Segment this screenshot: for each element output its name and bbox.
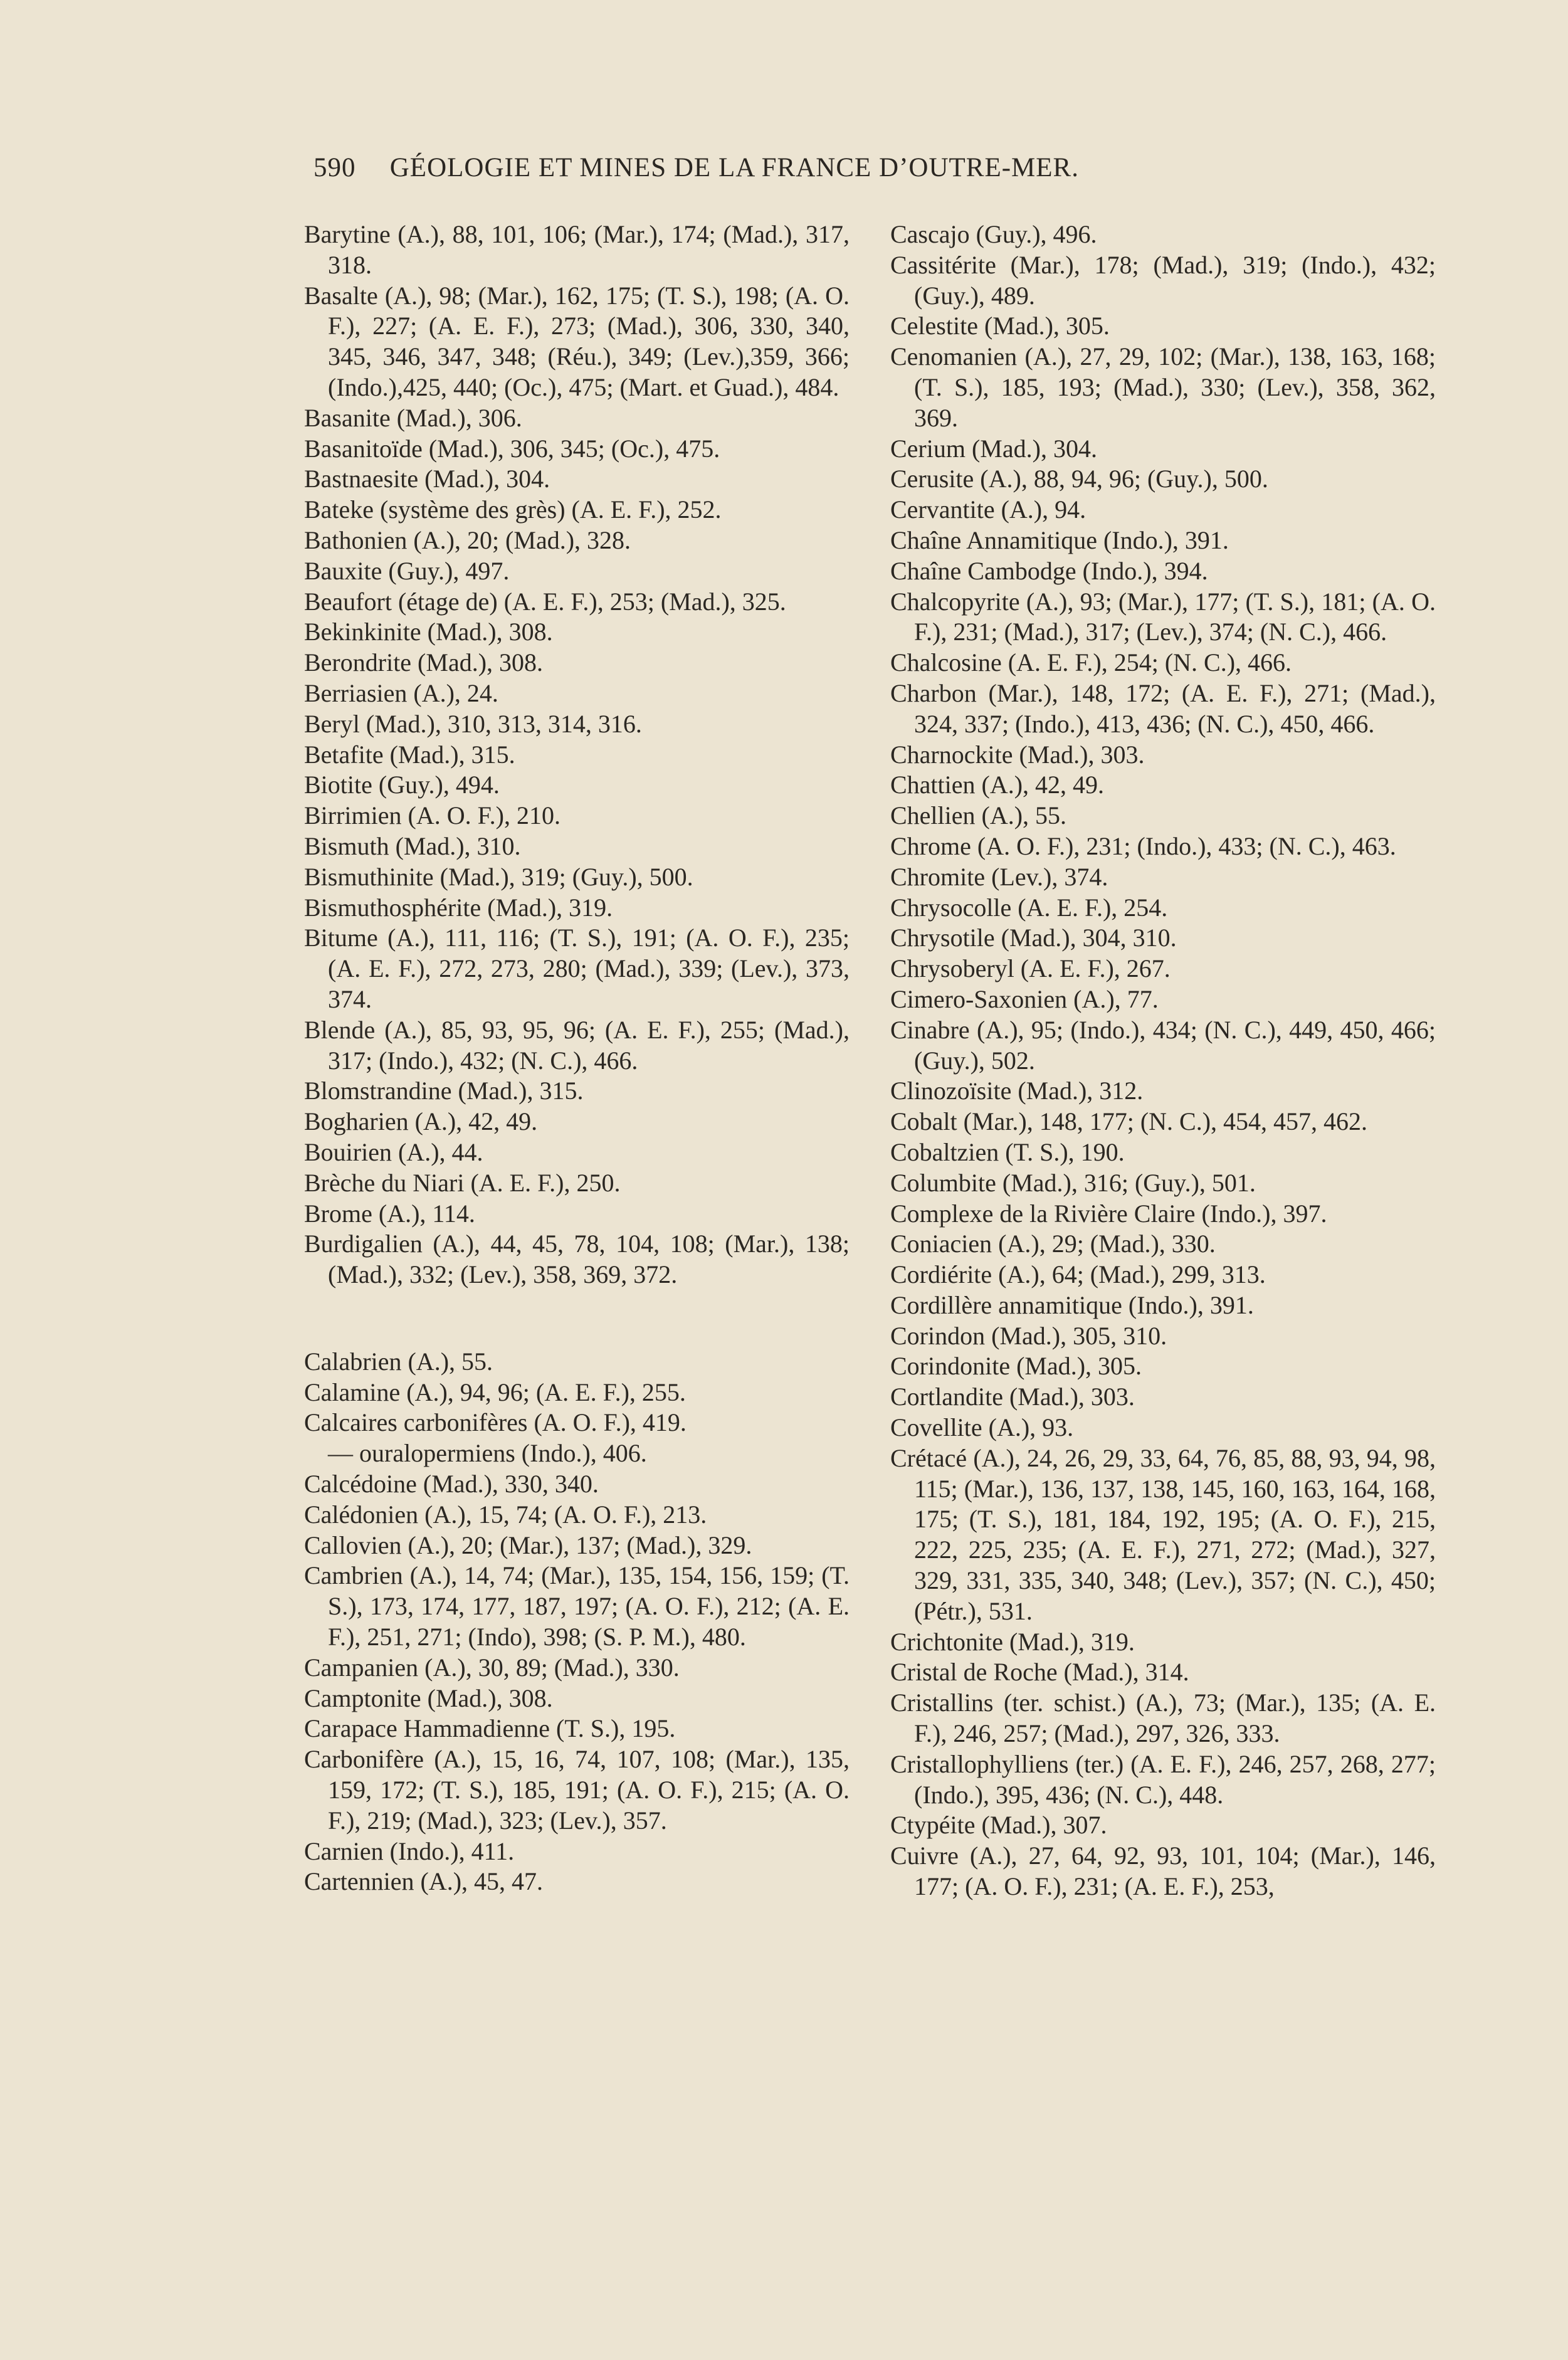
index-entry: Biotite (Guy.), 494. xyxy=(304,771,500,799)
index-entry: Chalcosine (A. E. F.), 254; (N. C.), 466. xyxy=(890,648,1292,677)
index-entry: Ctypéite (Mad.), 307. xyxy=(890,1811,1107,1840)
index-entry: Beryl (Mad.), 310, 313, 314, 316. xyxy=(304,709,642,738)
index-entry: Basanitoïde (Mad.), 306, 345; (Oc.), 475. xyxy=(304,434,720,463)
index-entry: Calamine (A.), 94, 96; (A. E. F.), 255. xyxy=(304,1378,686,1406)
index-entry: Clinozoïsite (Mad.), 312. xyxy=(890,1077,1144,1105)
index-entry: Brome (A.), 114. xyxy=(304,1199,475,1228)
index-entry: Bekinkinite (Mad.), 308. xyxy=(304,618,553,646)
index-entry: Cobalt (Mar.), 148, 177; (N. C.), 454, 457, 462. xyxy=(890,1107,1368,1136)
index-entry: Carnien (Indo.), 411. xyxy=(304,1836,515,1865)
index-entry: Campanien (A.), 30, 89; (Mad.), 330. xyxy=(304,1653,680,1682)
index-entry: Charbon (Mar.), 148, 172; (A. E. F.), 271; (Mad.), 324, 337; (Indo.), 413, 436; (N. C.), 450, 466. xyxy=(890,678,1436,738)
running-title: GÉOLOGIE ET MINES DE LA FRANCE D’OUTRE-MER. xyxy=(389,153,1079,182)
index-entry: Berondrite (Mad.), 308. xyxy=(304,648,544,677)
letter-section-gap xyxy=(304,1290,850,1347)
index-entry: Corindon (Mad.), 305, 310. xyxy=(890,1321,1167,1350)
index-entry: Brèche du Niari (A. E. F.), 250. xyxy=(304,1168,621,1197)
index-entry: Callovien (A.), 20; (Mar.), 137; (Mad.), 329. xyxy=(304,1530,752,1559)
index-entry: Chrome (A. O. F.), 231; (Indo.), 433; (N. C.), 463. xyxy=(890,831,1396,860)
index-entry: Cordillère annamitique (Indo.), 391. xyxy=(890,1290,1254,1319)
index-entry: Chellien (A.), 55. xyxy=(890,801,1067,830)
index-entry: Cristallins (ter. schist.) (A.), 73; (Mar.), 135; (A. E. F.), 246, 257; (Mad.), 297, 326, 333. xyxy=(890,1688,1436,1748)
index-entry: Coniacien (A.), 29; (Mad.), 330. xyxy=(890,1230,1216,1258)
index-entry: Bauxite (Guy.), 497. xyxy=(304,556,510,585)
index-entry: Cenomanien (A.), 27, 29, 102; (Mar.), 138, 163, 168; (T. S.), 185, 193; (Mad.), 330; (Lev.), 358, 362, 369. xyxy=(890,342,1436,432)
running-header xyxy=(313,152,1292,183)
index-entry: Cristal de Roche (Mad.), 314. xyxy=(890,1658,1189,1687)
index-entry: Cristallophylliens (ter.) (A. E. F.), 246, 257, 268, 277; (Indo.), 395, 436; (N. C.), 448. xyxy=(890,1749,1436,1809)
index-entry: Bitume (A.), 111, 116; (T. S.), 191; (A. O. F.), 235; (A. E. F.), 272, 273, 280; (Mad.), 339; (Lev.), 373, 374. xyxy=(304,924,850,1013)
index-entry: Berriasien (A.), 24. xyxy=(304,678,498,707)
index-entry: Covellite (A.), 93. xyxy=(890,1413,1074,1442)
index-entry: Calcédoine (Mad.), 330, 340. xyxy=(304,1470,599,1499)
index-entry: Calabrien (A.), 55. xyxy=(304,1347,493,1376)
index-entry: Cerium (Mad.), 304. xyxy=(890,434,1097,463)
index-entry: Chrysoberyl (A. E. F.), 267. xyxy=(890,954,1171,983)
index-entry: Chrysotile (Mad.), 304, 310. xyxy=(890,924,1177,952)
index-entry: Cartennien (A.), 45, 47. xyxy=(304,1867,544,1896)
index-entry: Cobaltzien (T. S.), 190. xyxy=(890,1137,1125,1166)
index-entry: Cerusite (A.), 88, 94, 96; (Guy.), 500. xyxy=(890,465,1268,493)
index-entry: Bogharien (A.), 42, 49. xyxy=(304,1107,538,1136)
index-entry: Cassitérite (Mar.), 178; (Mad.), 319; (Indo.), 432; (Guy.), 489. xyxy=(890,250,1436,310)
index-entry: Crétacé (A.), 24, 26, 29, 33, 64, 76, 85, 88, 93, 94, 98, 115; (Mar.), 136, 137, 138, 145, 160, 163, 164, 168, 175; (T. S.), 181, 184, 192, 195; (A. O. F.), 215, 222, 225, 235; (A. E. F.), 271, 272; (Mad.), 327, 329, 331, 335, 340, 348; (Lev.), 357; (N. C.), 450; (Pétr.), 531. xyxy=(890,1443,1436,1625)
index-entry: Carbonifère (A.), 15, 16, 74, 107, 108; (Mar.), 135, 159, 172; (T. S.), 185, 191; (A. O. F.), 215; (A. O. F.), 219; (Mad.), 323; (Lev.), 357. xyxy=(304,1745,850,1835)
index-entry: Basalte (A.), 98; (Mar.), 162, 175; (T. S.), 198; (A. O. F.), 227; (A. E. F.), 273; (Mad.), 306, 330, 340, 345, 346, 347, 348; (Réu.), 349; (Lev.),359, 366; (Indo.),425, 440; (Oc.), 475; (Mart. et Guad.), 484. xyxy=(304,281,850,401)
index-entry: Crichtonite (Mad.), 319. xyxy=(890,1627,1135,1656)
index-entry: Chromite (Lev.), 374. xyxy=(890,862,1108,891)
index-entry: Cascajo (Guy.), 496. xyxy=(890,220,1097,248)
index-entry: Chaîne Annamitique (Indo.), 391. xyxy=(890,525,1229,554)
index-entry: Calcaires carbonifères (A. O. F.), 419. xyxy=(304,1408,687,1437)
index-entry: Complexe de la Rivière Claire (Indo.), 397. xyxy=(890,1199,1327,1228)
index-entry: Cambrien (A.), 14, 74; (Mar.), 135, 154, 156, 159; (T. S.), 173, 174, 177, 187, 197; (A. O. F.), 212; (A. E. F.), 251, 271; (Indo), 398; (S. P. M.), 480. xyxy=(304,1561,850,1651)
index-entry: Carapace Hammadienne (T. S.), 195. xyxy=(304,1714,676,1743)
index-entry: Betafite (Mad.), 315. xyxy=(304,740,515,769)
index-entry: Celestite (Mad.), 305. xyxy=(890,312,1110,340)
index-entry: Charnockite (Mad.), 303. xyxy=(890,740,1145,769)
index-entry: Chattien (A.), 42, 49. xyxy=(890,771,1105,799)
index-entry: Chrysocolle (A. E. F.), 254. xyxy=(890,893,1168,922)
index-entry: Basanite (Mad.), 306. xyxy=(304,403,522,432)
index-entry: Blende (A.), 85, 93, 95, 96; (A. E. F.), 255; (Mad.), 317; (Indo.), 432; (N. C.), 466. xyxy=(304,1015,850,1075)
index-entry: Columbite (Mad.), 316; (Guy.), 501. xyxy=(890,1168,1256,1197)
index-entry: Bastnaesite (Mad.), 304. xyxy=(304,465,550,493)
index-entry: Cordiérite (A.), 64; (Mad.), 299, 313. xyxy=(890,1260,1266,1289)
index-entry: Bathonien (A.), 20; (Mad.), 328. xyxy=(304,525,631,554)
index-entry: Bateke (système des grès) (A. E. F.), 252. xyxy=(304,495,722,524)
index-entry: Bismuth (Mad.), 310. xyxy=(304,831,521,860)
index-entry: Barytine (A.), 88, 101, 106; (Mar.), 174; (Mad.), 317, 318. xyxy=(304,220,850,279)
index-entry: Cimero-Saxonien (A.), 77. xyxy=(890,984,1159,1013)
index-entry: Beaufort (étage de) (A. E. F.), 253; (Mad.), 325. xyxy=(304,587,786,616)
index-entry: Calédonien (A.), 15, 74; (A. O. F.), 213. xyxy=(304,1500,707,1529)
index-entry: Corindonite (Mad.), 305. xyxy=(890,1352,1142,1381)
index-entry: Bismuthinite (Mad.), 319; (Guy.), 500. xyxy=(304,862,693,891)
index-entry: Burdigalien (A.), 44, 45, 78, 104, 108; (Mar.), 138; (Mad.), 332; (Lev.), 358, 369, 372. xyxy=(304,1230,850,1289)
index-entry: Cortlandite (Mad.), 303. xyxy=(890,1383,1135,1411)
index-entry: Blomstrandine (Mad.), 315. xyxy=(304,1077,584,1105)
index-entry: Cuivre (A.), 27, 64, 92, 93, 101, 104; (Mar.), 146, 177; (A. O. F.), 231; (A. E. F.), 253, xyxy=(890,1841,1436,1901)
index-column-left xyxy=(304,219,850,1897)
index-entry: Cervantite (A.), 94. xyxy=(890,495,1087,524)
index-column-right xyxy=(890,219,1436,1902)
index-entry: Camptonite (Mad.), 308. xyxy=(304,1683,553,1712)
index-entry: Chaîne Cambodge (Indo.), 394. xyxy=(890,556,1208,585)
index-entry: Chalcopyrite (A.), 93; (Mar.), 177; (T. S.), 181; (A. O. F.), 231; (Mad.), 317; (Lev.), 374; (N. C.), 466. xyxy=(890,587,1436,646)
index-entry: Bouirien (A.), 44. xyxy=(304,1137,483,1166)
index-entry: Birrimien (A. O. F.), 210. xyxy=(304,801,560,830)
index-entry: Bismuthosphérite (Mad.), 319. xyxy=(304,893,613,922)
index-entry: Cinabre (A.), 95; (Indo.), 434; (N. C.), 449, 450, 466; (Guy.), 502. xyxy=(890,1015,1436,1075)
page-number: 590 xyxy=(313,153,356,182)
index-entry: — ouralopermiens (Indo.), 406. xyxy=(328,1439,647,1468)
